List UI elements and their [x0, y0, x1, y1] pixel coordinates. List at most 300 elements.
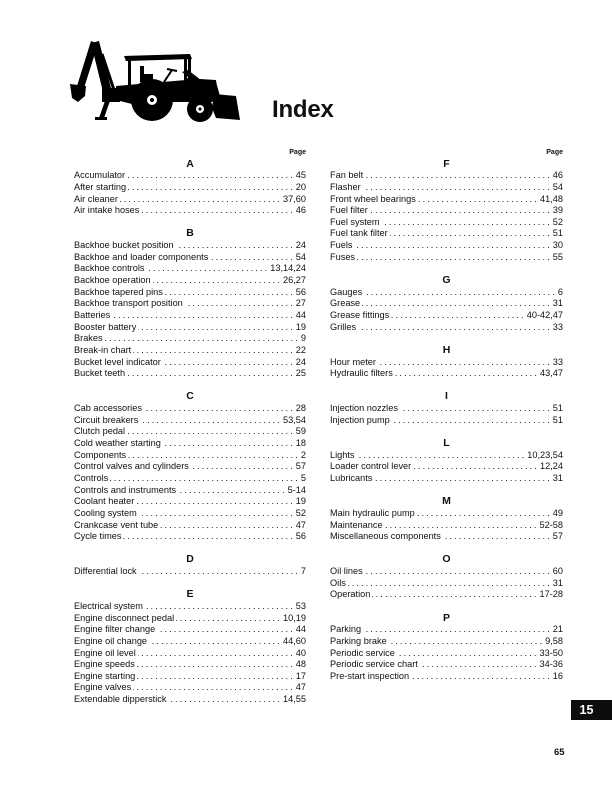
index-entry-term: Oils — [330, 577, 346, 588]
index-entry-pages: 14,55 — [283, 694, 306, 705]
index-entry-pages: 39 — [552, 205, 563, 216]
dot-leader — [378, 357, 552, 369]
index-entry — [74, 624, 306, 636]
index-section-a — [74, 159, 306, 217]
dot-leader — [138, 322, 294, 334]
index-entry-pages: 27 — [295, 298, 306, 309]
index-entry-term: Backhoe transport position — [74, 298, 183, 309]
index-entry-term: Backhoe operation — [74, 275, 151, 286]
index-entry — [330, 217, 563, 229]
page-column-label: Page — [289, 149, 306, 156]
index-entry-term: Engine filter change — [74, 624, 156, 635]
dot-leader — [191, 461, 295, 473]
index-entry — [330, 252, 563, 264]
index-entry — [330, 182, 563, 194]
index-entry-term: Extendable dipperstick — [74, 694, 167, 705]
index-entry-term: Backhoe controls — [74, 263, 145, 274]
index-entry-pages: 47 — [295, 682, 306, 693]
dot-leader — [123, 531, 294, 543]
index-entry-pages: 31 — [552, 577, 563, 588]
index-entry — [74, 426, 306, 438]
dot-leader — [120, 194, 282, 206]
index-entry-term: Engine starting — [74, 670, 136, 681]
index-entry — [330, 310, 563, 322]
index-entry — [74, 415, 306, 427]
index-entry — [74, 182, 306, 194]
index-entry — [74, 368, 306, 380]
index-entry — [330, 461, 563, 473]
index-entry-pages: 24 — [295, 356, 306, 367]
index-entry — [330, 357, 563, 369]
index-entry-pages: 13,14,24 — [270, 263, 306, 274]
index-entry-term: Fuel system — [330, 216, 380, 227]
index-entry — [74, 438, 306, 450]
index-entry — [74, 205, 306, 217]
index-entry — [74, 531, 306, 543]
index-entry-pages: 25 — [295, 368, 306, 379]
dot-leader — [138, 648, 295, 660]
index-entry-pages: 10,19 — [283, 612, 306, 623]
index-section-h — [330, 345, 563, 380]
section-letter: E — [186, 588, 194, 601]
index-entry-term: Bucket level indicator — [74, 356, 161, 367]
dot-leader — [420, 659, 539, 671]
index-entry-term: Main hydraulic pump — [330, 507, 415, 518]
index-entry — [74, 496, 306, 508]
index-entry-pages: 55 — [552, 251, 563, 262]
dot-leader — [136, 496, 294, 508]
section-letter: L — [443, 437, 450, 450]
dot-leader — [157, 624, 295, 636]
index-entry-term: Brakes — [74, 333, 103, 344]
section-letter: P — [442, 611, 450, 624]
index-entry-term: Engine oil change — [74, 635, 148, 646]
index-entry-term: Coolant heater — [74, 496, 135, 507]
dot-leader — [137, 671, 294, 683]
index-entry-pages: 52 — [552, 216, 563, 227]
index-entry-pages: 31 — [552, 298, 563, 309]
index-entry-term: Crankcase vent tube — [74, 519, 159, 530]
dot-leader — [133, 682, 295, 694]
index-entry-pages: 46 — [295, 205, 306, 216]
section-letter: H — [442, 343, 451, 356]
index-entry-pages: 17-28 — [539, 589, 563, 600]
index-entry — [330, 322, 563, 334]
dot-leader — [128, 182, 295, 194]
index-entry — [74, 520, 306, 532]
dot-leader — [364, 287, 557, 299]
index-entry-pages: 44 — [295, 624, 306, 635]
index-entry-pages: 9,58 — [545, 635, 563, 646]
index-entry-term: After starting — [74, 181, 127, 192]
dot-leader — [149, 636, 282, 648]
index-entry-term: Bucket teeth — [74, 368, 126, 379]
dot-leader — [358, 322, 552, 334]
dot-leader — [357, 252, 552, 264]
index-entry-term: Backhoe tapered pins — [74, 286, 163, 297]
index-entry — [74, 659, 306, 671]
index-entry-pages: 53 — [295, 600, 306, 611]
index-entry — [330, 508, 563, 520]
dot-leader — [354, 240, 551, 252]
dot-leader — [141, 205, 294, 217]
index-entry-term: Grease — [330, 298, 361, 309]
dot-leader — [146, 263, 269, 275]
index-entry-pages: 5-14 — [287, 484, 306, 495]
index-entry-pages: 28 — [295, 403, 306, 414]
index-entry-pages: 17 — [295, 670, 306, 681]
index-entry-pages: 54 — [552, 181, 563, 192]
dot-leader — [165, 287, 295, 299]
index-entry — [330, 415, 563, 427]
index-section-p — [330, 613, 563, 683]
index-entry-pages: 44,60 — [283, 635, 306, 646]
index-entry-term: Air intake hoses — [74, 205, 140, 216]
index-entry-pages: 33 — [552, 321, 563, 332]
index-entry-pages: 60 — [552, 566, 563, 577]
index-entry-pages: 26,27 — [283, 275, 306, 286]
index-entry — [330, 170, 563, 182]
index-entry-term: Differential lock — [74, 566, 137, 577]
index-entry-term: Gauges — [330, 286, 363, 297]
index-entry — [74, 345, 306, 357]
dot-leader — [176, 613, 282, 625]
index-entry-pages: 9 — [300, 333, 306, 344]
dot-leader — [397, 648, 539, 660]
section-tab — [571, 700, 612, 720]
index-entry-pages: 30 — [552, 240, 563, 251]
dot-leader — [391, 310, 525, 322]
dot-leader — [374, 473, 551, 485]
index-entry-term: Components — [74, 449, 127, 460]
index-entry-pages: 18 — [295, 438, 306, 449]
index-entry-term: Parking — [330, 624, 362, 635]
index-entry-term: Oil lines — [330, 566, 363, 577]
index-column-right — [330, 147, 563, 682]
dot-leader — [176, 240, 295, 252]
section-tab-number: 15 — [579, 703, 594, 717]
dot-leader — [392, 415, 552, 427]
dot-leader — [348, 578, 552, 590]
index-entry-pages: 51 — [552, 403, 563, 414]
index-entry-pages: 6 — [557, 286, 563, 297]
index-entry — [74, 252, 306, 264]
dot-leader — [140, 415, 282, 427]
index-entry-pages: 22 — [295, 344, 306, 355]
index-entry-pages: 51 — [552, 414, 563, 425]
index-entry — [74, 508, 306, 520]
index-entry-term: Air cleaner — [74, 193, 118, 204]
index-entry-pages: 34-36 — [539, 659, 563, 670]
index-entry — [330, 671, 563, 683]
index-column-left — [74, 147, 306, 706]
index-section-d — [74, 554, 306, 577]
index-entry-pages: 49 — [552, 507, 563, 518]
dot-leader — [168, 694, 282, 706]
index-entry-pages: 21 — [552, 624, 563, 635]
index-entry-pages: 12,24 — [540, 461, 563, 472]
dot-leader — [145, 601, 295, 613]
index-entry — [330, 287, 563, 299]
index-entry-pages: 2 — [300, 449, 306, 460]
index-entry-pages: 5 — [300, 472, 306, 483]
index-entry-pages: 19 — [295, 496, 306, 507]
index-entry — [330, 450, 563, 462]
index-entry-term: Lights — [330, 449, 355, 460]
dot-leader — [382, 217, 552, 229]
index-entry-pages: 59 — [295, 426, 306, 437]
dot-leader — [139, 508, 295, 520]
index-entry — [330, 194, 563, 206]
index-entry-term: Fuel filter — [330, 205, 368, 216]
index-entry-pages: 10,23,54 — [527, 449, 563, 460]
index-entry-term: Front wheel bearings — [330, 193, 416, 204]
index-entry-term: Grease fittings — [330, 309, 390, 320]
index-entry-pages: 53,54 — [283, 414, 306, 425]
index-entry-term: Periodic service chart — [330, 659, 418, 670]
index-entry — [74, 170, 306, 182]
section-letter: O — [442, 553, 451, 566]
index-entry-term: Maintenance — [330, 519, 383, 530]
index-entry-term: Cycle times — [74, 531, 122, 542]
dot-leader — [137, 659, 295, 671]
index-entry-term: Fuses — [330, 251, 356, 262]
dot-leader — [370, 205, 552, 217]
index-entry — [74, 333, 306, 345]
dot-leader — [395, 368, 539, 380]
index-entry-pages: 51 — [552, 228, 563, 239]
dot-leader — [210, 252, 294, 264]
dot-leader — [127, 368, 295, 380]
index-entry — [330, 228, 563, 240]
index-entry — [74, 461, 306, 473]
index-entry — [74, 298, 306, 310]
index-entry-term: Loader control lever — [330, 461, 412, 472]
dot-leader — [133, 345, 295, 357]
index-entry — [74, 450, 306, 462]
index-section-b — [74, 228, 306, 379]
index-entry-pages: 46 — [552, 170, 563, 181]
index-entry — [330, 520, 563, 532]
dot-leader — [153, 275, 282, 287]
section-letter: F — [443, 157, 450, 170]
index-entry — [330, 566, 563, 578]
index-entry-pages: 57 — [552, 531, 563, 542]
index-entry — [330, 298, 563, 310]
index-entry — [74, 473, 306, 485]
index-section-l — [330, 438, 563, 485]
section-letter: M — [442, 495, 451, 508]
index-entry-term: Break-in chart — [74, 344, 132, 355]
index-entry — [330, 659, 563, 671]
index-entry-term: Controls — [74, 472, 109, 483]
index-section-e — [74, 589, 306, 705]
index-entry — [74, 566, 306, 578]
page-title: Index — [272, 96, 334, 123]
index-entry-pages: 56 — [295, 286, 306, 297]
index-entry — [330, 531, 563, 543]
index-entry-pages: 56 — [295, 531, 306, 542]
index-entry — [74, 403, 306, 415]
dot-leader — [110, 473, 300, 485]
index-entry-pages: 43,47 — [540, 368, 563, 379]
index-entry — [330, 578, 563, 590]
index-entry-pages: 57 — [295, 461, 306, 472]
index-entry — [330, 403, 563, 415]
dot-leader — [389, 636, 544, 648]
index-entry-pages: 19 — [295, 321, 306, 332]
index-entry — [74, 682, 306, 694]
index-entry — [330, 589, 563, 601]
dot-leader — [185, 298, 295, 310]
index-entry-term: Flasher — [330, 181, 361, 192]
index-entry-term: Fan belt — [330, 170, 364, 181]
index-entry — [330, 205, 563, 217]
index-entry-pages: 44 — [295, 309, 306, 320]
index-entry-pages: 33 — [552, 356, 563, 367]
index-entry-term: Engine disconnect pedal — [74, 612, 175, 623]
index-entry-term: Electrical system — [74, 600, 143, 611]
section-letter: A — [186, 157, 194, 170]
index-section-f — [330, 159, 563, 264]
index-entry — [74, 648, 306, 660]
dot-leader — [443, 531, 552, 543]
index-section-o — [330, 554, 563, 601]
index-entry-pages: 37,60 — [283, 193, 306, 204]
section-letter: D — [186, 553, 194, 566]
index-entry-term: Cold weather starting — [74, 438, 161, 449]
page-column-label: Page — [546, 149, 563, 156]
dot-leader — [385, 520, 539, 532]
index-entry-pages: 45 — [295, 170, 306, 181]
index-entry-term: Booster battery — [74, 321, 137, 332]
index-entry-term: Parking brake — [330, 635, 387, 646]
dot-leader — [372, 589, 538, 601]
index-entry-pages: 54 — [295, 251, 306, 262]
dot-leader — [357, 450, 527, 462]
index-entry-term: Fuels — [330, 240, 353, 251]
section-letter: I — [445, 390, 448, 403]
dot-leader — [362, 298, 552, 310]
index-entry — [74, 694, 306, 706]
dot-leader — [363, 624, 552, 636]
index-section-c — [74, 391, 306, 542]
index-entry-term: Operation — [330, 589, 371, 600]
index-section-g — [330, 275, 563, 333]
index-entry-term: Clutch pedal — [74, 426, 126, 437]
dot-leader — [163, 438, 295, 450]
index-entry-term: Miscellaneous components — [330, 531, 441, 542]
index-entry — [74, 194, 306, 206]
index-entry-term: Batteries — [74, 309, 111, 320]
index-section-m — [330, 496, 563, 543]
dot-leader — [417, 508, 552, 520]
index-entry-pages: 33-50 — [539, 647, 563, 658]
index-entry-term: Control valves and cylinders — [74, 461, 189, 472]
dot-leader — [105, 333, 300, 345]
index-entry — [74, 287, 306, 299]
backhoe-loader-illustration — [66, 38, 246, 128]
index-entry — [74, 322, 306, 334]
index-entry — [74, 275, 306, 287]
index-entry — [74, 485, 306, 497]
index-entry — [74, 310, 306, 322]
index-entry — [330, 473, 563, 485]
index-entry-term: Injection pump — [330, 414, 390, 425]
index-entry-term: Circuit breakers — [74, 414, 139, 425]
index-entry-term: Engine oil level — [74, 647, 136, 658]
index-entry-term: Engine speeds — [74, 659, 135, 670]
dot-leader — [411, 671, 552, 683]
index-entry-pages: 7 — [300, 566, 306, 577]
index-entry-term: Fuel tank filter — [330, 228, 388, 239]
index-entry-term: Hour meter — [330, 356, 376, 367]
index-entry-term: Lubricants — [330, 472, 373, 483]
dot-leader — [365, 566, 552, 578]
index-entry-pages: 52-58 — [539, 519, 563, 530]
index-entry — [74, 671, 306, 683]
index-entry — [74, 636, 306, 648]
index-section-i — [330, 391, 563, 426]
page-number: 65 — [554, 747, 565, 758]
index-entry — [74, 263, 306, 275]
index-entry — [74, 613, 306, 625]
index-entry-term: Backhoe and loader components — [74, 251, 209, 262]
dot-leader — [365, 170, 552, 182]
index-entry — [330, 368, 563, 380]
index-entry-term: Pre-start inspection — [330, 670, 410, 681]
index-entry-term: Hydraulic filters — [330, 368, 393, 379]
index-entry — [330, 240, 563, 252]
index-entry-term: Periodic service — [330, 647, 395, 658]
dot-leader — [127, 170, 295, 182]
index-entry — [74, 240, 306, 252]
dot-leader — [413, 461, 539, 473]
section-letter: C — [186, 390, 194, 403]
index-entry-pages: 52 — [295, 507, 306, 518]
index-entry — [330, 648, 563, 660]
index-entry-term: Grilles — [330, 321, 357, 332]
dot-leader — [112, 310, 295, 322]
index-entry-term: Controls and instruments — [74, 484, 177, 495]
dot-leader — [139, 566, 300, 578]
backhoe-loader-icon — [66, 38, 246, 128]
dot-leader — [363, 182, 552, 194]
section-letter: B — [186, 227, 194, 240]
index-entry-pages: 40-42,47 — [526, 309, 563, 320]
index-entry-term: Injection nozzles — [330, 403, 398, 414]
dot-leader — [418, 194, 539, 206]
index-entry — [74, 601, 306, 613]
index-entry-pages: 31 — [552, 472, 563, 483]
index-entry-pages: 16 — [552, 670, 563, 681]
index-entry-pages: 48 — [295, 659, 306, 670]
dot-leader — [400, 403, 552, 415]
index-entry-term: Engine valves — [74, 682, 132, 693]
index-entry-pages: 47 — [295, 519, 306, 530]
index-entry-term: Cooling system — [74, 507, 137, 518]
index-entry — [74, 357, 306, 369]
index-entry-pages: 40 — [295, 647, 306, 658]
dot-leader — [144, 403, 295, 415]
dot-leader — [178, 485, 286, 497]
dot-leader — [160, 520, 294, 532]
dot-leader — [128, 450, 300, 462]
dot-leader — [163, 357, 295, 369]
index-entry — [330, 636, 563, 648]
index-entry — [330, 624, 563, 636]
section-letter: G — [442, 274, 451, 287]
